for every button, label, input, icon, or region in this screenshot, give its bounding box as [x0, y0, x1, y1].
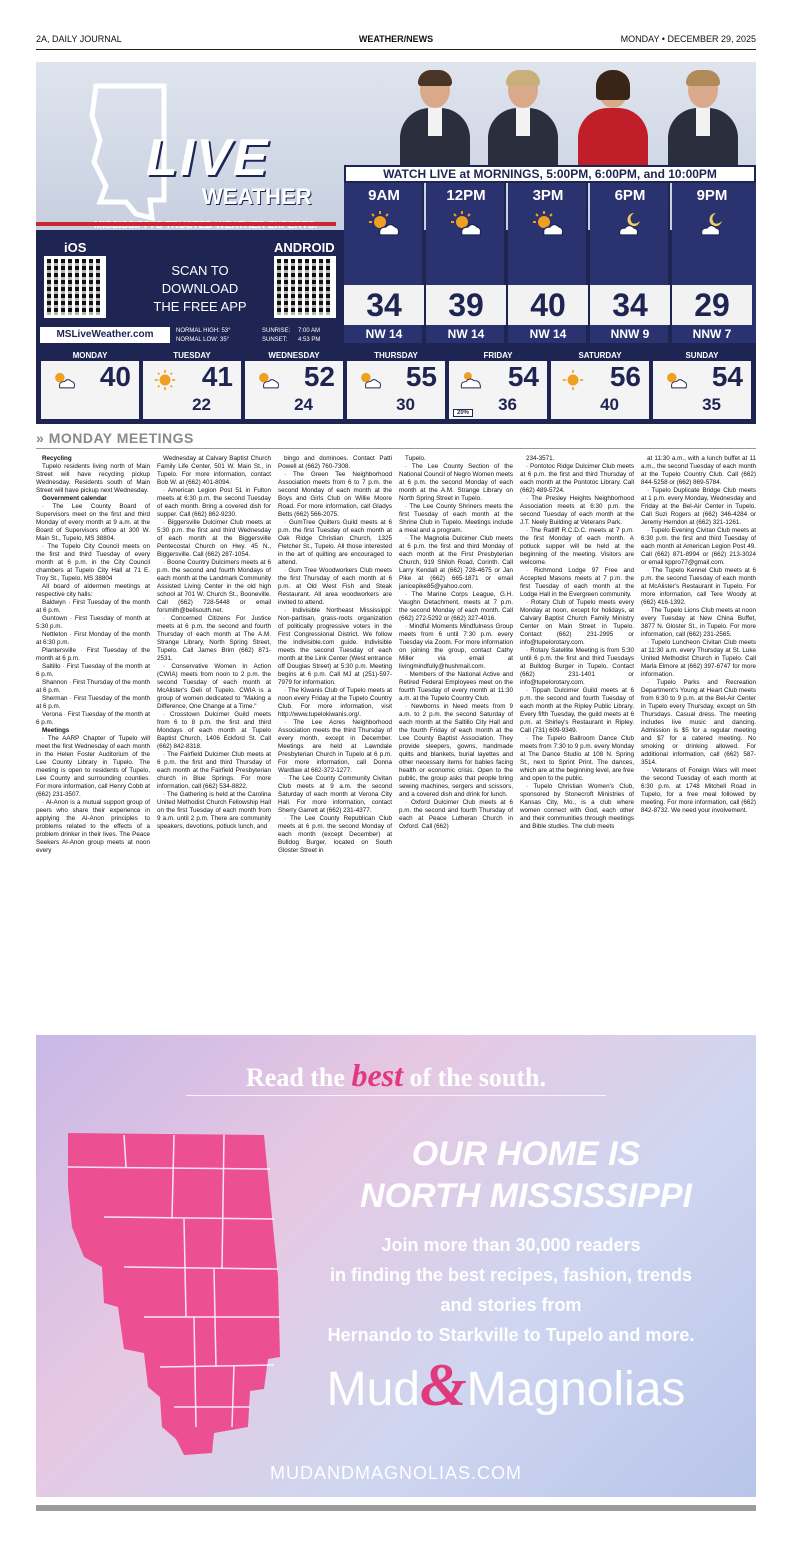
android-qr-code[interactable]	[274, 256, 336, 318]
article-paragraph: · The Gathering is held at the Carolina United Methodist Church Fellowship Hall on the first Tuesday of each month from 9 a.m. until 2 p.m. There are community speakers, devotions, potluck lunch, and	[157, 791, 271, 830]
article-column	[399, 455, 513, 1025]
ad-body-line: and stories from	[440, 1295, 582, 1315]
hour-time: 9AM	[368, 187, 400, 204]
day-high: 54	[507, 361, 539, 392]
article-paragraph: Saltillo · First Tuesday of the month at 6 p.m.	[36, 663, 150, 678]
article-paragraph: Tupelo residents living north of Main Street will have recycling pickup Wednesday. Residents south of Main Street will have pickup next Wednesday.	[36, 463, 150, 494]
red-stripe	[36, 222, 336, 226]
article-paragraph: · Rotary Club of Tupelo meets every Monday at noon, except for holidays, at Calvary Baptist Church Family Ministry Center on Main Street in Tupelo. Contact (662) 231-2995 or info@tupelorotary.com.	[520, 599, 634, 646]
hour-wind: NW 14	[447, 327, 485, 341]
article-paragraph: · Tupelo Evening Civitan Club meets at 6:30 p.m. the first and third Tuesday of each month at American Legion Post 49. Call (662) 871-8994 or (662) 213-3024 or email kppro77@gmail.com.	[641, 527, 756, 566]
article-paragraph: · Crosstown Dulcimer Guild meets from 6 to 8 p.m. the first and third Mondays of each month at Tupelo Baptist Church, 1406 Eckford St. Call (662) 842-8318.	[157, 711, 271, 750]
sunrise-time: 7:00 AM	[298, 328, 321, 334]
hour-temperature: 34	[344, 285, 424, 325]
day-forecast	[346, 350, 446, 420]
scan-instructions	[132, 262, 268, 316]
normal-high: NORMAL HIGH: 53°	[176, 328, 231, 334]
hour-wind: NNW 7	[692, 327, 732, 341]
hour-temperature: 29	[672, 285, 752, 325]
article-columns	[36, 455, 756, 1025]
day-forecast	[142, 350, 242, 420]
article-paragraph: · Al-Anon is a mutual support group of peers who share their experience in applying the Al-Anon principles to problems related to the effects of a problem drinker in their lives. The Peace Seekers Al-Anon group meets at noon every	[36, 799, 150, 854]
day-name: SATURDAY	[551, 351, 649, 361]
article-column	[157, 455, 271, 1025]
hour-time: 6PM	[614, 187, 646, 204]
article-paragraph: · Boone Country Dulcimers meets at 6 p.m. the second and fourth Mondays of each month at the Landmark Community Assisted Living Center in the old high school at 701 W. Church St., Booneville. Call (662) 728-5448 or email forsmith@bellsouth.net.	[157, 559, 271, 614]
hour-forecast	[590, 183, 670, 343]
article-paragraph: · The Ratliff R.C.D.C. meets at 7 p.m. the first Monday of each month. A potluck supper will be held at the beginning of the meeting. Visitors are welcome.	[520, 527, 634, 566]
article-paragraph: · Indivisible Northeast Mississippi: Non-partisan, grass-roots organization of politically progressive voters in the First Congressional District. We follow the Indivisible.com guide. Indivisible meets the second Tuesday of each month at the Link Center (West entrance off Douglas Street) at 5:30 p.m. Meeting begins at 6 p.m. Call MJ at (251)-597-7979 for information.	[278, 607, 392, 686]
article-paragraph: Verona · First Tuesday of the month at 6 p.m.	[36, 711, 150, 726]
day-high: 41	[201, 361, 233, 392]
weather-url[interactable]: MSLiveWeather.com	[40, 327, 170, 343]
mud-magnolias-logo	[286, 1351, 726, 1421]
article-paragraph: · Richmond Lodge 97 Free and Accepted Masons meets at 7 p.m. the first Tuesday of each month at the Lodge Hall in the Evergreen community.	[520, 567, 634, 598]
partly-sunny-icon	[49, 369, 77, 391]
cloudy-icon	[457, 369, 485, 391]
article-paragraph: · Gum Tree Woodworkers Club meets the first Thursday of each month at 6 p.m. at Old West Fish and Steak Restaurant. All area woodworkers are invited to attend.	[278, 567, 392, 606]
partly-sunny-icon	[661, 369, 689, 391]
day-name: WEDNESDAY	[245, 351, 343, 361]
article-paragraph: · American Legion Post 51 in Fulton meets at 6:30 p.m. the second Tuesday of each month. Bring a covered dish for supper. Call (662) 862-9230.	[157, 487, 271, 518]
day-name: MONDAY	[41, 351, 139, 361]
ad-headline-1: OUR HOME IS	[411, 1135, 641, 1173]
article-paragraph: · GumTree Quilters Guild meets at 6 p.m. the first Tuesday of each month at Oak Ridge Christian Church, 1325 Fletcher St., Tupelo. All those interested in the art of quilting are encouraged to attend.	[278, 519, 392, 566]
meteorologist-photo	[400, 70, 470, 166]
ad-headline-2: NORTH MISSISSIPPI	[360, 1177, 692, 1215]
hour-forecast	[508, 183, 588, 343]
day-low: 36	[498, 395, 517, 414]
page-header	[36, 34, 756, 48]
section-heading	[36, 430, 194, 446]
logo-ampersand: &	[419, 1352, 467, 1418]
android-label: ANDROID	[274, 240, 335, 255]
day-forecast	[550, 350, 650, 420]
hour-time: 12PM	[446, 187, 486, 204]
meteorologist-photo	[668, 70, 738, 166]
hour-forecast	[426, 183, 506, 343]
section-rule	[36, 448, 756, 449]
meteorologist-team-photo	[396, 66, 756, 166]
normals-panel	[176, 327, 340, 345]
seven-day-forecast	[40, 350, 752, 422]
partly-cloudy-night-icon	[614, 211, 646, 239]
article-paragraph: · The AARP Chapter of Tupelo will meet the first Wednesday of each month in the Helen Foster Auditorium of the Lee County Library in Tupelo. The meeting is open to residents of Tupelo, Lee County and surrounding counties. For more information, call Henry Cobb at (662) 231-3507.	[36, 735, 150, 798]
hour-time: 3PM	[532, 187, 564, 204]
day-high: 55	[405, 361, 437, 392]
ad-body-line: Join more than 30,000 readers	[381, 1235, 641, 1255]
article-column	[641, 455, 756, 1025]
article-paragraph: Guntown · First Tuesday of month at 5:30 p.m.	[36, 615, 150, 630]
normal-low: NORMAL LOW: 35°	[176, 337, 230, 343]
meteorologist-photo	[578, 70, 648, 166]
watch-live-banner: WATCH LIVE at MORNINGS, 5:00PM, 6:00PM, and 10:00PM	[344, 165, 756, 183]
page-bottom-bar	[36, 1505, 756, 1511]
article-paragraph: Shannon · First Thursday of the month at 6 p.m.	[36, 679, 150, 694]
article-paragraph: 234-3571.	[526, 455, 555, 462]
article-paragraph: · The Presley Heights Neighborhood Association meets at 6:30 p.m. the second Tuesday of each month at the J.T. Neely Building at Veterans Park.	[520, 495, 634, 526]
article-paragraph: · The Lee County Republican Club meets at 6 p.m. the second Monday of each month (except December) at Bulldog Burger, located on South Gloster Street in	[278, 815, 392, 854]
meteorologist-photo	[488, 70, 558, 166]
scan-line: DOWNLOAD	[161, 281, 239, 296]
day-low: 22	[192, 395, 211, 414]
precip-chance: 20%	[453, 409, 473, 417]
tagline-pre: Read the	[246, 1063, 345, 1092]
article-paragraph: Plantersville · First Tuesday of the month at 6 p.m.	[36, 647, 150, 662]
ios-qr-code[interactable]	[44, 256, 106, 318]
partly-cloudy-night-icon	[696, 211, 728, 239]
article-paragraph: · The Lee Acres Neighborhood Association meets the third Thursday of every month, except in December. Meetings are held at Lawndale Presbyterian Church in Tupelo at 6 p.m. For more information, call Donna Wardlaw at 662-372-1277.	[278, 719, 392, 774]
article-paragraph: bingo and dominoes. Contact Patti Powell at (662) 760-7308.	[278, 455, 392, 470]
article-paragraph: · Veterans of Foreign Wars will meet the second Tuesday of each month at 6:30 p.m. at 1748 Mitchell Road in Tupelo, for a free meal followed by meeting. For more information, call (662) 842-8732. We need your involvement.	[641, 767, 756, 814]
article-paragraph: · Oxford Dulcimer Club meets at 6 p.m. the second and fourth Thursday of each at Peace Lutheran Church in Oxford. Call (662)	[399, 799, 513, 830]
article-subhead: Recycling	[42, 455, 72, 462]
article-column	[36, 455, 150, 1025]
day-name: THURSDAY	[347, 351, 445, 361]
ad-body-line: Hernando to Starkville to Tupelo and more.	[327, 1325, 695, 1345]
article-column	[520, 455, 634, 1025]
ad-tagline	[36, 1057, 756, 1094]
article-paragraph: · The Tupelo City Council meets on the first and third Tuesday of every month at 6 p.m. in the City Council chambers at Tupelo City Hall at 71 E. Troy St., Tupelo, MS 38804	[36, 543, 150, 582]
sunny-icon	[151, 369, 179, 391]
article-paragraph: Baldwyn · First Tuesday of the month at 6 p.m.	[36, 599, 150, 614]
article-paragraph: · The Kiwanis Club of Tupelo meets at noon every Friday at the Tupelo Country Club. For more information, visit http://www.tupelokiwanis.org/.	[278, 687, 392, 718]
day-low: 40	[600, 395, 619, 414]
hour-wind: NW 14	[529, 327, 567, 341]
hour-temperature: 40	[508, 285, 588, 325]
logo-weather-text: WEATHER	[202, 184, 312, 209]
article-paragraph: · The Fairfield Dulcimer Club meets at 6 p.m. the first and third Thursday of each month at the Fairfield Presbyterian church in Blue Springs. For more information, call (662) 534-8822.	[157, 751, 271, 790]
day-high: 56	[609, 361, 641, 392]
article-paragraph: · The Lee County Shriners meets the first Tuesday of each month at the Shrine Club in Tupelo. Meetings include a meal and a program.	[399, 503, 513, 534]
partly-sunny-icon	[368, 211, 400, 239]
article-paragraph: · The Tupelo Kennel Club meets at 6 p.m. the second Tuesday of each month at McAlister's Restaurant in Tupelo. For more information, call Tere Woody at (662) 416-1392.	[641, 567, 756, 606]
logo-mud: Mud	[326, 1363, 420, 1416]
article-paragraph: · Tupelo Luncheon Civitan Club meets at 11:30 a.m. every Thursday at St. Luke United Methodist Church in Tupelo. Call Marla Elmore at (662) 397-6747 for more information.	[641, 639, 756, 678]
header-rule	[36, 49, 756, 50]
page-date: MONDAY • DECEMBER 29, 2025	[620, 34, 756, 44]
article-subhead: Meetings	[42, 727, 70, 734]
article-paragraph: · The Tupelo Ballroom Dance Club meets from 7:30 to 9 p.m. every Monday at The Dance Studio at 108 N. Spring St., next to Sprint Print. The dances, which are at the beginning level, are free and open to the public.	[520, 735, 634, 782]
day-name: SUNDAY	[653, 351, 751, 361]
day-high: 52	[303, 361, 335, 392]
partly-sunny-icon	[532, 211, 564, 239]
day-forecast	[652, 350, 752, 420]
article-paragraph: Sherman · First Tuesday of the month at 6 p.m.	[36, 695, 150, 710]
sunset-label: SUNSET:	[262, 337, 288, 343]
page-folio: 2A, DAILY JOURNAL	[36, 34, 122, 44]
article-paragraph: · Biggersville Dulcimer Club meets at 5:30 p.m. the first and third Wednesday of each month at the Biggersville Pentecostal Church on Hwy. 45 N., Biggersville. Call (662) 287-1054.	[157, 519, 271, 558]
logo-live-text: LIVE	[146, 129, 270, 187]
day-name: FRIDAY	[449, 351, 547, 361]
hourly-forecast	[344, 183, 756, 343]
article-paragraph: All board of aldermen meetings at respective city halls:	[36, 583, 150, 598]
article-paragraph: Tupelo.	[405, 455, 426, 462]
article-paragraph: · Tupelo Christian Women's Club, sponsored by Stonecroft Ministries of Kansas City, Mo., is a club where women connect with God, each other and their communities through meetings and Bible studies. The club meets	[520, 783, 634, 830]
north-mississippi-map-icon	[64, 1127, 304, 1467]
day-low: 24	[294, 395, 313, 414]
day-name: TUESDAY	[143, 351, 241, 361]
live-weather-ad	[36, 62, 756, 424]
hour-temperature: 39	[426, 285, 506, 325]
day-low: 35	[702, 395, 721, 414]
chevron-right-icon: »	[36, 430, 45, 446]
sunny-icon	[559, 369, 587, 391]
article-paragraph: · The Lee County Community Civitan Club meets at 9 a.m. the second Saturday of each month at Verona City Hall. For more information, contact Sherry Garrett at (662) 231-4377.	[278, 775, 392, 814]
app-download-area	[36, 234, 344, 342]
scan-line: THE FREE APP	[153, 299, 247, 314]
sunset-time: 4:53 PM	[298, 337, 321, 343]
hour-forecast	[672, 183, 756, 343]
article-paragraph: · The Marine Corps League, G.H. Vaughn Detachment, meets at 7 p.m. the second Monday of each month. Call (662) 272-5292 or (662) 327-4016.	[399, 591, 513, 622]
hour-forecast	[344, 183, 424, 343]
sunrise-label: SUNRISE:	[262, 328, 291, 334]
tagline-post: of the south.	[409, 1063, 546, 1092]
hour-time: 9PM	[696, 187, 728, 204]
article-paragraph: · Pontotoc Ridge Dulcimer Club meets at 6 p.m. the first and third Thursday of each month at the Pontotoc Library. Call (662) 489-5724.	[520, 463, 634, 494]
article-column	[278, 455, 392, 1025]
article-paragraph: · Members of the National Active and Retired Federal Employees meet on the fourth Tuesday of every month at 11:30 a.m. at the Tupelo Country Club.	[399, 671, 513, 702]
partly-sunny-icon	[355, 369, 383, 391]
article-paragraph: Nettleton · First Monday of the month at 6:30 p.m.	[36, 631, 150, 646]
mud-magnolias-ad[interactable]	[36, 1035, 756, 1497]
section-label: WEATHER/NEWS	[358, 34, 434, 44]
article-paragraph: · The Green Tee Neighborhood Association meets from 6 to 7 p.m. the second Monday of each month at the Boys and Girls Club on Willie Moore Road. For more information, call Gladys Betts (662) 566-2075.	[278, 471, 392, 518]
day-forecast	[244, 350, 344, 420]
day-forecast	[40, 350, 140, 420]
ad-url[interactable]: MUDANDMAGNOLIAS.COM	[269, 1463, 522, 1483]
article-paragraph: · Conservative Women In Action (CWIA) meets from noon to 2 p.m. the second Tuesday of each month at McAlister's Deli of Tupelo. CWIA is a group of women dedicated to "Making a Difference, One Change at a Time."	[157, 663, 271, 710]
hour-temperature: 34	[590, 285, 670, 325]
article-paragraph: · The Tupelo Lions Club meets at noon every Tuesday at New China Buffet, 3877 N. Gloster St., in Tupelo. For more information, call (662) 231-2565.	[641, 607, 756, 638]
article-paragraph: · Tupelo Parks and Recreation Department's Young at Heart Club meets from 6:30 to 9 p.m. at the Bel-Air Center in Tupelo every Thursday, except on 5th Thursdays. Casual dress. The meeting includes live music and dancing. Admission is $5 for a regular meeting and $7 for a catered meeting. No smoking or drinking allowed. For additional information, call (662) 587-3514.	[641, 679, 756, 766]
article-paragraph: · The Magnolia Dulcimer Club meets at 6 p.m. the first and third Monday of each month at the First Presbyterian Church, 919 Shiloh Road, Corinth. Call Larry Kendall at (662) 728-4675 or Jan Pike at (662) 665-1871 or email janicepike85@yahoo.com.	[399, 535, 513, 590]
hour-wind: NW 14	[365, 327, 403, 341]
live-weather-logo	[46, 72, 346, 232]
article-paragraph: · Rotary Satellite Meeting is from 5:30 until 6 p.m. the first and third Tuesdays at Bulldog Burger in Tupelo. Contact (662) 231-1401 or info@tupelorotary.com.	[520, 647, 634, 686]
article-subhead: Government calendar	[42, 495, 107, 502]
hour-wind: NNW 9	[610, 327, 650, 341]
article-paragraph: · Tupelo Duplicate Bridge Club meets at 1 p.m. every Monday, Wednesday and Friday at the Bel-Air Center in Tupelo. Call Suzi Rogers at (662) 346-4284 or Jeremy Herndon at (662) 321-1261.	[641, 487, 756, 526]
ad-body-line: in finding the best recipes, fashion, trends	[329, 1265, 693, 1285]
day-forecast	[448, 350, 548, 420]
ad-rule	[186, 1095, 606, 1096]
logo-magnolias: Magnolias	[466, 1363, 686, 1416]
day-low: 30	[396, 395, 415, 414]
partly-sunny-icon	[450, 211, 482, 239]
article-paragraph: at 11:30 a.m., with a lunch buffet at 11 a.m., the second Tuesday of each month at the Tupelo Country Club. Call (662) 844-5258 or (662) 869-5784.	[641, 455, 756, 486]
ios-label: iOS	[64, 240, 87, 255]
scan-line: SCAN TO	[171, 263, 229, 278]
tagline-best: best	[351, 1057, 403, 1093]
section-title: MONDAY MEETINGS	[48, 430, 194, 446]
day-high: 40	[99, 361, 131, 392]
article-paragraph: · The Lee County Board of Supervisors meet on the first and third Monday of every month at 9 a.m. at the Board of Supervisors office at 300 W. Main St., Tupelo, MS 38804.	[36, 503, 150, 542]
day-high: 54	[711, 361, 743, 392]
partly-sunny-icon	[253, 369, 281, 391]
article-paragraph: · Concerned Citizens For Justice meets at 6 p.m. the second and fourth Thursday of each month at The A.M. Strange Library, North Spring Street, Tupelo. Call James Brim (662) 871-2531.	[157, 615, 271, 662]
article-paragraph: · Mindful Moments Mindfulness Group meets from 6 until 7:30 p.m. every Tuesday via Zoom. For more information on joining the group, contact Cathy Miller via email at livingmindfully@hushmail.com.	[399, 623, 513, 670]
article-paragraph: · Tippah Dulcimer Guild meets at 6 p.m. the second and fourth Tuesday of each month at the Ripley Public Library. Every fifth Tuesday, the guild meets at 6 p.m. at Shirley's Restaurant in Ripley. Call (731) 609-9349.	[520, 687, 634, 734]
article-paragraph: · Newborns in Need meets from 9 a.m. to 2 p.m. the second Saturday of each month at the Saltillo City Hall and the fourth Friday of each month at the Lee County Baptist Association. They provide sleepers, gowns, handmade quilts and blankets, burial layettes and other necessary items for babies facing health or economic crisis. Open to the public, the group asks that people bring sewing machines, sergers and scissors, and a covered dish and drink for lunch.	[399, 703, 513, 798]
article-paragraph: · The Lee County Section of the National Council of Negro Women meets at 6 p.m. the second Monday of each month at the A.M. Strange Library on North Spring Street in Tupelo.	[399, 463, 513, 502]
article-paragraph: Wednesday at Calvary Baptist Church Family Life Center, 501 W. Main St., in Tupelo. For more information, contact Bob W. at (662) 401-8094.	[157, 455, 271, 486]
